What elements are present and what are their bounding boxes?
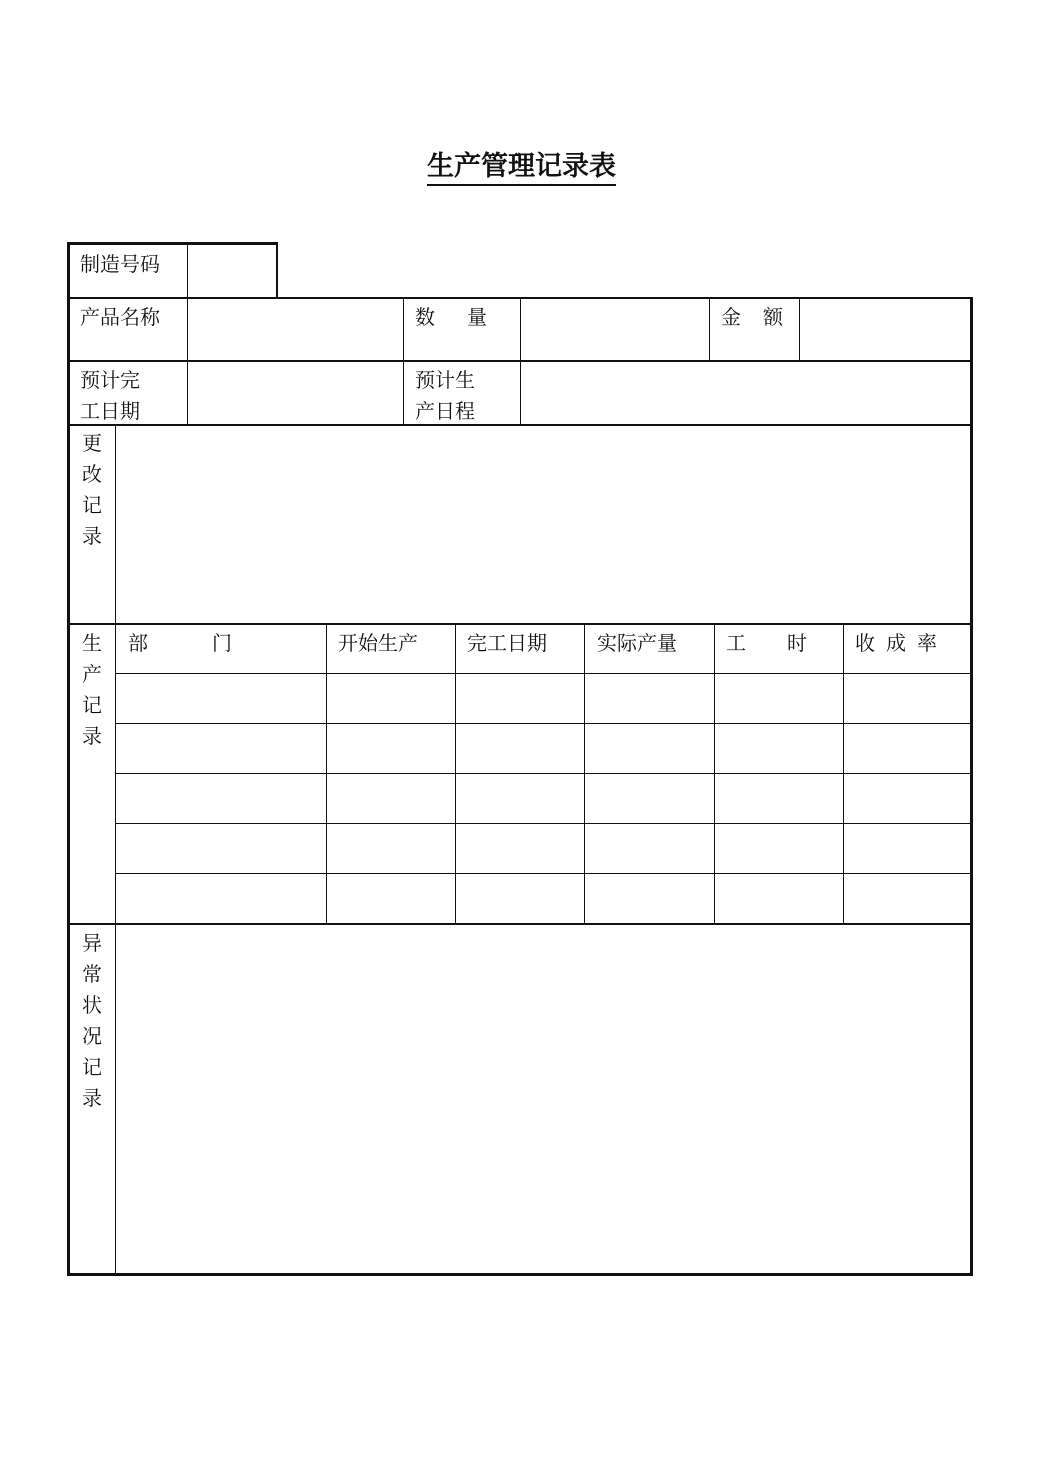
grid-line — [115, 723, 973, 724]
grid-line — [115, 823, 973, 824]
grid-line — [115, 773, 973, 774]
quantity-field[interactable] — [523, 300, 708, 359]
table-cell[interactable] — [460, 683, 581, 714]
table-cell[interactable] — [460, 833, 581, 864]
table-cell[interactable] — [719, 883, 840, 914]
amount-field[interactable] — [802, 300, 969, 359]
table-cell[interactable] — [719, 783, 840, 814]
page-title: 生产管理记录表 — [0, 144, 1043, 183]
grid-line — [714, 623, 715, 925]
quantity-label: 数 量 — [415, 305, 487, 329]
table-cell[interactable] — [589, 883, 711, 914]
table-cell[interactable] — [589, 833, 711, 864]
table-cell[interactable] — [719, 683, 840, 714]
grid-line — [67, 923, 973, 925]
table-cell[interactable] — [848, 783, 966, 814]
table-cell[interactable] — [589, 733, 711, 764]
grid-line — [843, 623, 844, 925]
header-hours: 工 时 — [726, 631, 807, 655]
grid-line — [115, 873, 973, 874]
grid-line — [67, 242, 70, 1276]
table-cell[interactable] — [848, 683, 966, 714]
grid-line — [403, 297, 404, 426]
table-cell[interactable] — [120, 733, 323, 764]
grid-line — [115, 424, 116, 1276]
grid-line — [187, 242, 188, 426]
grid-line — [67, 623, 973, 625]
table-cell[interactable] — [719, 833, 840, 864]
table-cell[interactable] — [120, 833, 323, 864]
product-name-field[interactable] — [190, 300, 402, 359]
product-name-label: 产品名称 — [80, 305, 160, 329]
grid-line — [67, 1273, 973, 1276]
est-schedule-label: 预计生 产日程 — [415, 368, 475, 423]
table-cell[interactable] — [120, 683, 323, 714]
mfg-no-label: 制造号码 — [80, 252, 160, 276]
change-record-label: 更 改 记 录 — [82, 431, 102, 548]
abnormal-record-field[interactable] — [117, 926, 969, 1272]
abnormal-record-label: 异 常 状 况 记 录 — [82, 931, 102, 1110]
grid-line — [709, 297, 710, 362]
table-cell[interactable] — [120, 783, 323, 814]
grid-line — [584, 623, 585, 925]
table-cell[interactable] — [460, 883, 581, 914]
amount-label: 金 额 — [721, 305, 783, 329]
grid-line — [799, 297, 800, 362]
table-cell[interactable] — [848, 833, 966, 864]
production-record-label: 生 产 记 录 — [82, 631, 102, 748]
mfg-no-field[interactable] — [190, 246, 275, 296]
table-cell[interactable] — [331, 883, 452, 914]
table-cell[interactable] — [331, 683, 452, 714]
est-completion-label: 预计完 工日期 — [80, 368, 140, 423]
grid-line — [276, 242, 278, 299]
table-cell[interactable] — [719, 733, 840, 764]
est-completion-field[interactable] — [190, 363, 402, 423]
grid-line — [67, 242, 278, 245]
table-cell[interactable] — [589, 683, 711, 714]
grid-line — [455, 623, 456, 925]
grid-line — [326, 623, 327, 925]
table-cell[interactable] — [589, 783, 711, 814]
header-finish: 完工日期 — [467, 631, 547, 655]
table-cell[interactable] — [331, 733, 452, 764]
table-cell[interactable] — [331, 783, 452, 814]
grid-line — [520, 297, 521, 426]
header-yield: 收 成 率 — [855, 631, 937, 655]
header-start: 开始生产 — [338, 631, 418, 655]
est-schedule-field[interactable] — [523, 363, 969, 423]
table-cell[interactable] — [848, 883, 966, 914]
table-cell[interactable] — [460, 733, 581, 764]
grid-line — [970, 297, 973, 1276]
header-dept: 部 门 — [128, 631, 232, 655]
table-cell[interactable] — [848, 733, 966, 764]
change-record-field[interactable] — [117, 427, 969, 622]
table-cell[interactable] — [120, 883, 323, 914]
table-cell[interactable] — [331, 833, 452, 864]
table-cell[interactable] — [460, 783, 581, 814]
header-actual-output: 实际产量 — [597, 631, 677, 655]
grid-line — [115, 673, 973, 674]
